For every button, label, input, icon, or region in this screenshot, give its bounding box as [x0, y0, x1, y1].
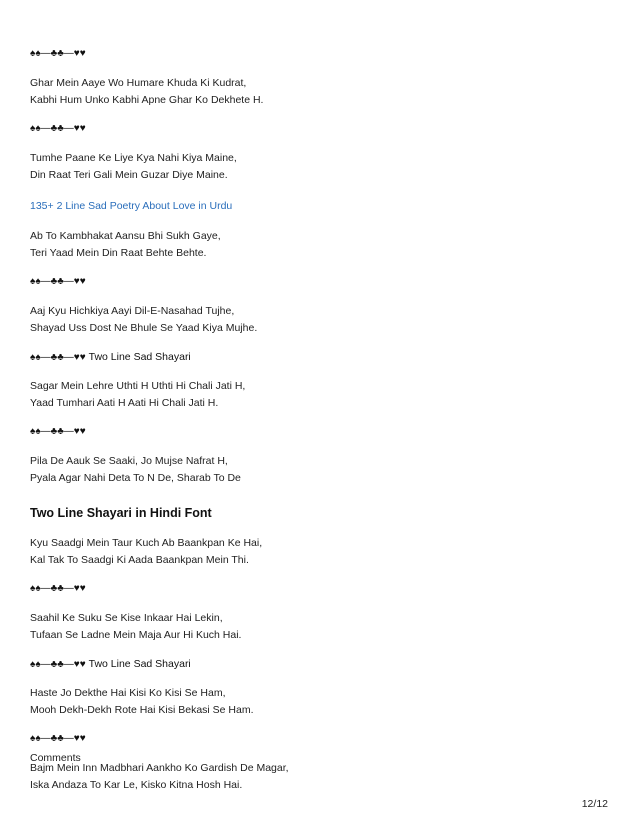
section-divider — [30, 732, 610, 746]
couplet-line: Haste Jo Dekthe Hai Kisi Ko Kisi Se Ham, — [30, 687, 226, 699]
couplet-line: Bajm Mein Inn Madbhari Aankho Ko Gardish De Magar, — [30, 762, 289, 774]
couplet — [30, 228, 610, 261]
document-body — [30, 33, 610, 793]
suit-glyphs: ♠♠—♣♣—♥♥ — [30, 48, 86, 59]
couplet-line: Aaj Kyu Hichkiya Aayi Dil-E-Nasahad Tujhe, — [30, 305, 235, 317]
couplet-line: Sagar Mein Lehre Uthti H Uthti Hi Chali Jati H, — [30, 380, 246, 392]
couplet-line: Saahil Ke Suku Se Kise Inkaar Hai Lekin, — [30, 612, 223, 624]
suit-glyphs: ♠♠—♣♣—♥♥ — [30, 352, 86, 363]
related-post-link[interactable]: 135+ 2 Line Sad Poetry About Love in Urdu — [30, 200, 233, 212]
section-divider — [30, 47, 610, 61]
suit-glyphs: ♠♠—♣♣—♥♥ — [30, 659, 86, 670]
couplet-line: Shayad Uss Dost Ne Bhule Se Yaad Kiya Mujhe. — [30, 321, 258, 334]
couplet-line: Iska Andaza To Kar Le, Kisko Kitna Hosh Hai. — [30, 778, 243, 791]
couplet-line: Kal Tak To Saadgi Ki Aada Baankpan Mein Thi. — [30, 553, 249, 566]
couplet-line: Tufaan Se Ladne Mein Maja Aur Hi Kuch Hai. — [30, 628, 242, 641]
couplet-line: Ghar Mein Aaye Wo Humare Khuda Ki Kudrat, — [30, 77, 247, 89]
section-divider — [30, 425, 610, 439]
couplet — [30, 378, 610, 411]
couplet — [30, 610, 610, 643]
couplet-line: Mooh Dekh-Dekh Rote Hai Kisi Bekasi Se Ham. — [30, 703, 254, 716]
couplet-line: Pila De Aauk Se Saaki, Jo Mujse Nafrat H, — [30, 455, 228, 467]
couplet — [30, 75, 610, 108]
section-divider — [30, 657, 610, 671]
section-divider — [30, 350, 610, 364]
comments-label: Comments — [30, 752, 81, 764]
divider-caption: Two Line Sad Shayari — [88, 351, 191, 363]
suit-glyphs: ♠♠—♣♣—♥♥ — [30, 276, 86, 287]
couplet-line: Yaad Tumhari Aati H Aati Hi Chali Jati H. — [30, 396, 219, 409]
suit-glyphs: ♠♠—♣♣—♥♥ — [30, 123, 86, 134]
couplet-line: Tumhe Paane Ke Liye Kya Nahi Kiya Maine, — [30, 152, 237, 164]
couplet — [30, 303, 610, 336]
section-heading: Two Line Shayari in Hindi Font — [30, 506, 212, 520]
couplet-line: Kabhi Hum Unko Kabhi Apne Ghar Ko Dekhete H. — [30, 93, 264, 106]
couplet — [30, 685, 610, 718]
suit-glyphs: ♠♠—♣♣—♥♥ — [30, 733, 86, 744]
couplet — [30, 535, 610, 568]
page-number: 12/12 — [581, 798, 608, 810]
couplet-line: Kyu Saadgi Mein Taur Kuch Ab Baankpan Ke Hai, — [30, 537, 263, 549]
couplet — [30, 760, 610, 793]
couplet-line: Teri Yaad Mein Din Raat Behte Behte. — [30, 246, 207, 259]
couplet-line: Ab To Kambhakat Aansu Bhi Sukh Gaye, — [30, 230, 221, 242]
couplet-line: Din Raat Teri Gali Mein Guzar Diye Maine. — [30, 168, 228, 181]
section-divider — [30, 582, 610, 596]
suit-glyphs: ♠♠—♣♣—♥♥ — [30, 583, 86, 594]
suit-glyphs: ♠♠—♣♣—♥♥ — [30, 426, 86, 437]
couplet — [30, 453, 610, 486]
couplet — [30, 150, 610, 183]
section-divider — [30, 275, 610, 289]
couplet-line: Pyala Agar Nahi Deta To N De, Sharab To De — [30, 471, 241, 484]
section-divider — [30, 122, 610, 136]
divider-caption: Two Line Sad Shayari — [88, 658, 191, 670]
